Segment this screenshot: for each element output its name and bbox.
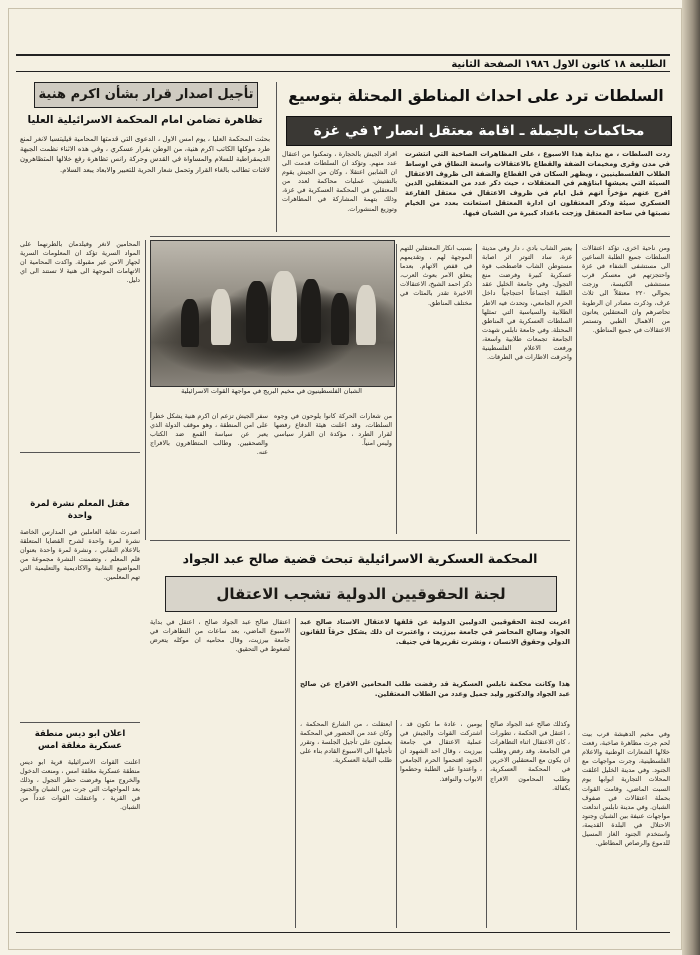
column-rule <box>576 540 577 930</box>
bottom-story-banner <box>165 576 557 612</box>
left-story-column-a: المحامين لانغر وفيلدمان بالطرنهما على المواد السرية تؤكد ان المعلومات السرية لجهاز الامن غير مقبولة. واكدت المحامية ان الاتهامات الموجهة الى هنية لا تستند الى اي دليل. <box>20 240 140 285</box>
photo-figure <box>211 289 231 345</box>
left-story-lead: بحثت المحكمة العليا ، يوم امس الاول ، الدعوى التي قدمتها المحامية فيليتسيا لانغر لمنع طرد موكلها الكاتب اكرم هنية، من الوطن بقرار عسكري ، وفي هذه الاثناء نظمت الجبهة الديمقراطية للسلام والمساواة في القدس وحركة رانس تظاهرة رفع خلالها المتظاهرون لافتات تطالب بالغاء القرار وتحمل شعار الحرية للتعبير والابعاد يبعد السلام. <box>20 135 270 174</box>
photo-figure <box>331 293 349 345</box>
column-rule <box>396 720 397 928</box>
bottom-story-lead: اعربت لجنة الحقوقيين الدوليين الدولية عن قلقها لاعتقال الاستاذ صالح عبد الجواد وصالح المحاضر في جامعة بيرزيت ، واعتبرت ان ذلك يشكل خرقاً للقانون الدولي وحقوق الانسان ، ونشرت تقريرها في جنيف. <box>300 618 570 646</box>
bottom-story-kicker: المحكمة العسكرية الاسرائيلية تبحث قضية صالح عبد الجواد <box>182 551 538 566</box>
protest-photo <box>150 240 395 387</box>
left-story-headline <box>34 82 258 108</box>
main-story-column-3: افراد الجيش بالحجارة ، وتمكنوا من اعتقال عدد منهم. وتؤكد ان السلطات قدمت الى ان الشابين اعتقلا ، وكان من الجيش يقوم بالتفتيش. عمليات محاكمة لعدد من المعتقلين في المحكمة العسكرية في غزة، وذلك بتهمة المشاركة في المظاهرات وتوزيع المنشورات. <box>282 150 397 213</box>
main-story-column-1: ومن ناحية اخرى، تؤكد اعتقالات السلطات جميع الطلبة الساعين الى مستشفى الشفاء في غزة واحتجزتهم في معسكر قرب مستشفى الكنيسة، وزجت بحوالي ٢٢٠ معتقلاً الى ثلاث غرف، وذكرت مصادر ان الرطوبة تحاصرهم وان المعتقلين يعانون من الاهمال الطبي وتستمر الاعتقالات في جميع المناطق. <box>582 244 670 334</box>
left-story-column-c: من شعارات الحركة كانوا يلوحون في وجوه السلطات، وقد اعلنت هيئة الدفاع رفضها لقرار الطرد ، مؤكدة ان القرار سياسي وليس امنياً. <box>274 412 392 448</box>
section-rule <box>150 236 670 237</box>
main-story-column-2: يعتبر الشاب بادي ، دار وفي مدينة غزة، ساد التوتر اثر اصابة مستوطن الشاب فاصطحب قوة عسكرية كبيرة وفرضت منع التجول. وفي جامعة الخليل عقد الطلبة اجتماعاً احتجاجياً داخل الحرم الجامعي، وتحدث فيه الاطر الطلابية والسياسية التي تمثلها السلطات العسكرية في المناطق المحتلة. وفي جامعة نابلس شهدت الجامعة تجمعات طلابية واسعة، ورفعت الاعلام الفلسطينية واحرقت الاطارات في الطرقات. <box>482 244 572 362</box>
left-story-column-b: سفر الجيش تزعم ان اكرم هنية يشكل خطراً على امن المنطقة ، وهو موقف الدولة الذي يعبر عن سياسة القمع ضد الكتاب والصحفيين. وطالب المتظاهرون بالافراج عنه. <box>150 412 268 457</box>
main-story-continuation: بسبب انكار المعتقلين للتهم الموجهة لهم ، وتقديمهم في قفص الاتهام. بعدما يتعلق الامر بعوث العرب، ذكر احمد الشيخ، الاعتقالات الاخيرة تقدر بالمئات في مختلف المناطق. <box>400 244 472 307</box>
right-column-bottom: وفي مخيم الدهيشة قرب بيت لحم جرت مظاهرة صاخبة، رفعت خلالها الشعارات الوطنية والاعلام الفلسطينية، وجرت مواجهات مع الجنود. وفي مدينة الخليل اغلقت المحلات التجارية ابوابها يوم السبت الماضي، وقامت القوات بحملة اعتقالات في صفوف الشبان. وفي مدينة نابلس اندلعت مواجهات عنيفة بين الشبان وجنود الاحتلال في البلدة القديمة، واستخدم الجنود الغاز المسيل للدموع والرصاص المطاطي. <box>582 730 670 848</box>
main-story-banner <box>286 116 672 146</box>
bottom-story-column-4: اعتقال صالح عبد الجواد صالح ، اعتقل في بداية الاسبوع الماضي، بعد ساعات من التظاهرات في جامعة بيرزيت، وقال محاميه ان موكله يتعرض لضغوط في التحقيق. <box>150 618 290 654</box>
main-story-banner-text: محاكمات بالجملة ـ اقامة معتقل انصار ٢ في غزة <box>313 123 645 139</box>
photo-figure <box>301 279 321 343</box>
main-story-headline: السلطات ترد على احداث المناطق المحتلة بتوسيع <box>288 87 664 105</box>
column-rule <box>396 244 397 534</box>
page-bottom-rule <box>16 932 670 933</box>
section-rule <box>150 540 570 541</box>
column-rule <box>486 720 487 928</box>
column-rule <box>476 244 477 534</box>
photo-figure <box>271 271 297 341</box>
section-rule <box>20 452 140 453</box>
bottom-story-banner-text: لجنة الحقوقيين الدولية تشجب الاعتقال <box>216 585 506 603</box>
bottom-story-lead-2: هذا وكانت محكمة نابلس العسكرية قد رفضت طلب المحامين الافراج عن صالح عبد الجواد والدكتور وليد جميل وعدد من الطلاب المعتقلين. <box>300 680 570 698</box>
column-rule <box>276 82 277 232</box>
left-story-headline-text: تأجيل اصدار قرار بشأن اكرم هنية <box>38 87 254 102</box>
column-rule <box>295 618 296 928</box>
photo-figure <box>181 299 199 347</box>
main-story-lead: ردت السلطات ، مع بداية هذا الاسبوع ، على المظاهرات الصاخبة التي انتشرت في مدن وقرى ومخيمات الضفة والقطاع بالاعتقالات واسعة النطاق في اوساط الطلاب الفلسطينيين ، ويظهر السكان في القطاع والضفة الى ظروف الاعتقال السيئة التي يعيشها ابناؤهم في المعتقلات ، حيث ذكر عدد من المعتقلين الذين افرج عنهم مؤخراً انهم قبل ايام في ظروف الاعتقال في معتقل الفارعة العسكري سيئة وذكر المعتقلون ان ادارة المعتقل استعانت بعدد من الخيام نصبتها في ساحة المعتقل وزجت باعداد كبيرة من الشبان فيها. <box>405 150 670 217</box>
mini-story-2-body: اعلنت القوات الاسرائيلية قرية ابو ديس منطقة عسكرية مغلقة امس ، ومنعت الدخول والخروج منها وفرضت حظر التجول ، وذلك بعد المواجهات التي جرت بين الشبان والجنود في القرية ، واعتقلت القوات عدداً من الشبان. <box>20 758 140 812</box>
bottom-story-column-2: يومين ، عادة ما تكون قد ، اشتركت القوات والجيش في عملية الاعتقال في جامعة بيرزيت ، وقال احد الشهود ان الجنود اقتحموا الحرم الجامعي ، واعتدوا على الطلبة وحطموا الابواب والنوافذ. <box>400 720 482 783</box>
left-story-subhead: تظاهرة تضامن امام المحكمة الاسرائيلية العليا <box>27 114 263 126</box>
column-rule <box>145 240 146 540</box>
bottom-story-column-1: وكذلك صالح عبد الجواد صالح ، اعتقل في الحكمة ، تطورات ، كان الاعتقال اثناء التظاهرات في الجامعة. وقد رفض وطلب ان يكون مع المعتقلين الاخرين في المحكمة العسكرية، وطلب المحامون الافراج بكفالة. <box>490 720 570 792</box>
photo-figure <box>356 285 376 345</box>
page-header-text: الطليعة ١٨ كانون الاول ١٩٨٦ الصفحة الثانية <box>451 59 666 70</box>
mini-story-1-title: مقتل المعلم نشرة لمرة واحدة <box>30 499 130 521</box>
page-header <box>16 54 670 72</box>
photo-caption: الشبان الفلسطينيون في مخيم البريج في مواجهة القوات الاسرائيلية <box>181 387 362 395</box>
mini-story-1-body: اصدرت نقابة العاملين في المدارس الخاصة نشرة لمرة واحدة لشرح القضايا المتعلقة بالاعلام النقابي ، ونشرة لمرة واحدة بعنوان قلم المعلم ، وتضمنت النشرة مجموعة من المواضيع النقابية والاكاديمية والتعليمية التي تهم المعلمين. <box>20 528 140 582</box>
bottom-story-column-3: ابعتقلت ، من الشارع المحكمة ، وكان عدد من الحضور في المحكمة يعملون على تأجيل الجلسة ، وتقرر تأجيلها الى الاسبوع القادم بناء على طلب النيابة العسكرية. <box>300 720 392 765</box>
mini-story-2-title: اعلان ابو ديس منطقة عسكرية مغلقة امس <box>34 729 126 751</box>
page-binding <box>682 0 700 955</box>
section-rule <box>20 722 140 723</box>
photo-figure <box>246 281 268 343</box>
